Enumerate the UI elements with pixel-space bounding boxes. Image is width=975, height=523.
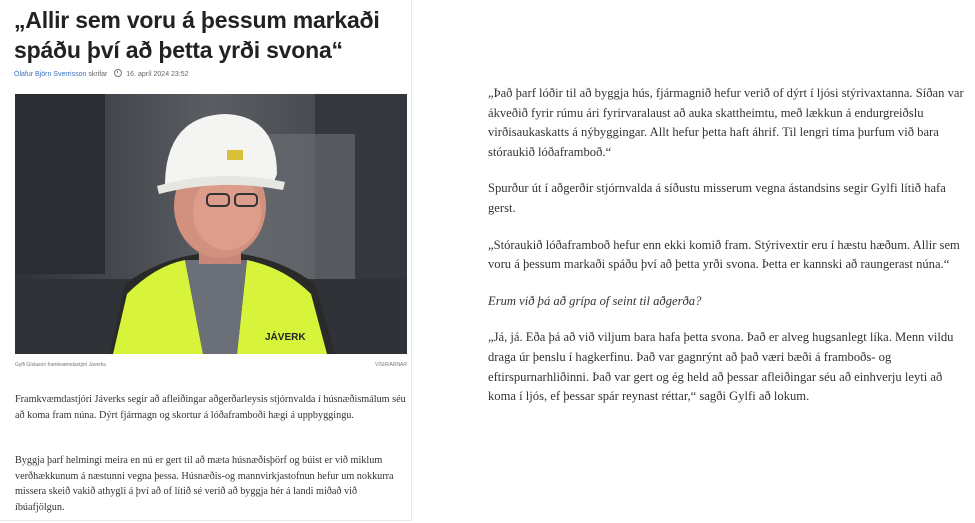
body-paragraph: Spurður út í aðgerðir stjórnvalda á síðustu misserum vegna ástandsins segir Gylfi lítið hafa gerst. bbox=[488, 181, 946, 215]
quote-paragraph: „Það þarf lóðir til að byggja hús, fjármagnið hefur verið of dýrt í ljósi stýrivaxtanna. Síðan var ákveðið fyrir rúmu ári fyrirvaralaust að auka skattheimtu, með lækkun á endurgreiðslu virðisaukaskatts á nýbyggingar. Allt hefur þetta haft áhrif. Til lengri tíma þurfum við bara stóraukið lóðaframboð.“ bbox=[488, 86, 964, 159]
quote-paragraph: „Stóraukið lóðaframboð hefur enn ekki komið fram. Stýrivextir eru í hæstu hæðum. Allir sem voru á þessum markaði spáðu því að þetta yrði svona. Þetta er kannski að raungerast núna.“ bbox=[488, 237, 960, 272]
author-link[interactable]: Ólafur Björn Sverrisson bbox=[14, 71, 87, 78]
quote-paragraph: „Já, já. Eða þá að við viljum bara hafa þetta svona. Það er alveg hugsanlegt líka. Menn vildu draga úr þenslu í hagkerfinu. Það var gagnrýnt að það væri bæði á framboðs- og eftirspurnarhliðinni. Það var gert og ég held að þessar afleiðingar séu að einhverju leyti að koma í ljós, ef þessar spár reynast réttar,“ sagði Gylfi að lokum. bbox=[488, 330, 954, 404]
clock-icon bbox=[114, 69, 122, 77]
body-paragraph: Byggja þarf helmingi meira en nú er gert til að mæta húsnæðisþörf og búist er við miklum verðhækkunum á næstunni vegna þessa. Húsnæðis-og mannvirkjastofnun hefur um nokkurra missera skeið vakið athygli á því að of lítið sé verið að byggja hér á landi miðað við íbúafjölgun. bbox=[15, 455, 394, 513]
timestamp: 16. apríl 2024 23:52 bbox=[126, 71, 189, 78]
photo-illustration bbox=[15, 94, 407, 354]
article-right-column bbox=[488, 84, 973, 424]
interview-question: Erum við þá að grípa of seint til aðgerða? bbox=[488, 293, 702, 308]
lead-paragraph: Framkvæmdastjóri Jáverks segir að afleiðingar aðgerðarleysis stjórnvalda í húsnæðismálum séu að koma fram núna. Dýrt fjármagn og skortur á lóðaframboði hægi á uppbyggingu. bbox=[15, 394, 406, 421]
photo-caption-row bbox=[15, 362, 407, 368]
photo-credit: VÍSIR/ARNAR bbox=[375, 362, 407, 368]
article-left-column bbox=[0, 0, 412, 521]
photo-caption: Gylfi Gíslason framkvæmdastjóri Jáverks. bbox=[15, 362, 108, 368]
author-role: skrifar bbox=[88, 71, 108, 78]
vest-logo: JÁVERK bbox=[265, 332, 306, 343]
article-title: „Allir sem voru á þessum markaði spáðu því að þetta yrði svona“ bbox=[14, 7, 380, 63]
byline bbox=[14, 69, 189, 78]
article-photo bbox=[15, 94, 407, 354]
